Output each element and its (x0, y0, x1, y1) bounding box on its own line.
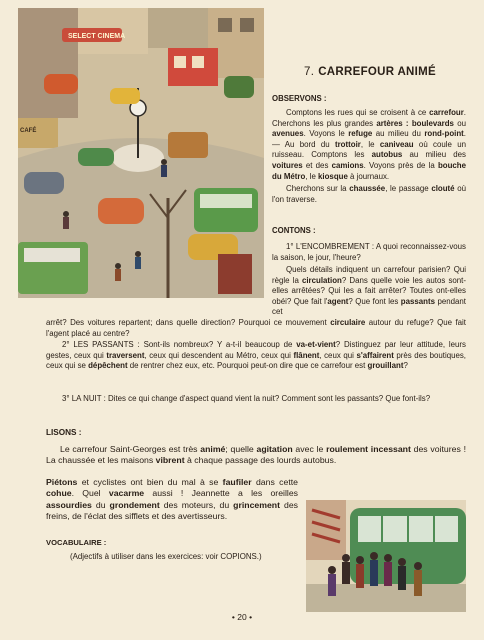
vocabulaire-note: (Adjectifs à utiliser dans les exercices: voir COPIONS.) (70, 552, 262, 561)
lesson-number: 7. (304, 66, 315, 78)
contons-heading: CONTONS : (272, 226, 316, 235)
bus-crowd-drawing (306, 500, 466, 612)
crossroads-illustration (18, 8, 264, 298)
lisons-text-part-1: Le carrefour Saint-Georges est très animé; quelle agitation avec le roulement incessant des voitures ! La chaussée et les maisons vibrent à chaque passage des lourds autobus. (46, 444, 466, 466)
lesson-title-text: CARREFOUR ANIMÉ (318, 66, 436, 78)
cinema-sign: SELECT CINEMA (68, 33, 126, 40)
bus-crowd-illustration (306, 500, 466, 612)
contons-item-3: 3° LA NUIT : Dites ce qui change d'aspect quand vient la nuit? Comment sont les passants? Que font-ils? (62, 394, 431, 403)
crossroads-drawing (18, 8, 264, 298)
observons-paragraph-2: Cherchons sur la chaussée, le passage clouté où l'on traverse. (272, 184, 466, 204)
lisons-heading: LISONS : (46, 428, 82, 437)
observons-heading: OBSERVONS : (272, 94, 327, 103)
lesson-title (304, 66, 436, 78)
contons-item-1-mid: Quels détails indiquent un carrefour parisien? Qui règle la circulation? Dans quelle voie les autos sont-elles arrêtées? Qui les a fait arrêter? Toutes ont-elles obéi? Que fait l'agent? Que font les passants pendant cet (272, 265, 466, 317)
vocabulaire-heading: VOCABULAIRE : (46, 538, 107, 547)
cafe-sign: CAFÉ (20, 128, 37, 134)
contons-item-2: 2° LES PASSANTS : Sont-ils nombreux? Y a-t-il beaucoup de va-et-vient? Distinguez par leur attitude, leurs gestes, ceux qui traversent, ceux qui descendent au Métro, ceux qui flânent, ceux qui s'affairent près des boutiques, ceux qui se dépêchent de rentrer chez eux, etc. Pourquoi peut-on dire que ce carrefour est grouillant? (46, 340, 467, 371)
contons-item-1-start: 1° L'ENCOMBREMENT : A quoi reconnaissez-vous la saison, le jour, l'heure? (272, 242, 466, 262)
observons-paragraph-1: Comptons les rues qui se croisent à ce carrefour. Cherchons les plus grandes artères : boulevards ou avenues. Voyons le refuge au milieu du rond-point. — Au bord du trottoir, le caniveau où coule un ruisseau. Comptons les autobus au milieu des voitures et des camions. Voyons près de la bouche du Métro, le kiosque à journaux. (272, 108, 466, 181)
page-number: • 20 • (231, 612, 253, 622)
lisons-text-part-2: Piétons et cyclistes ont bien du mal à se faufiler dans cette cohue. Quel vacarme aussi ! Jeannette a les oreilles assourdies du grondement des moteurs, du grincement des freins, de l'éclat des sifflets et des avertisseurs. (46, 477, 298, 521)
contons-item-1-end: arrêt? Des voitures repartent; dans quelle direction? Pourquoi ce mouvement circulaire autour du refuge? Que fait l'agent placé au centre? (46, 318, 466, 338)
